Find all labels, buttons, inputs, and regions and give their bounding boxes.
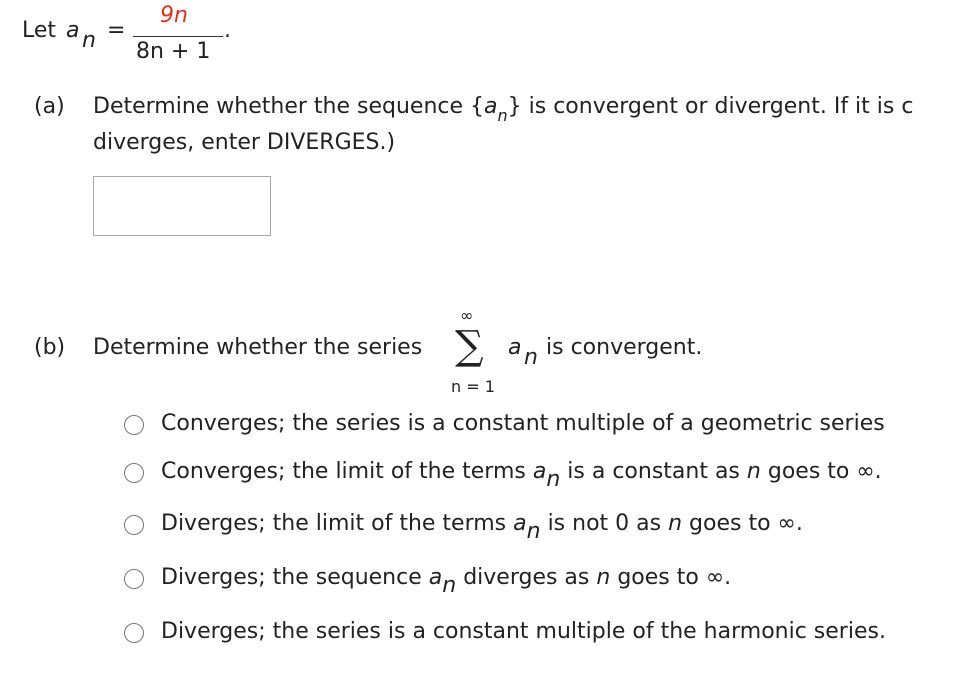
radio-button[interactable] — [124, 515, 144, 535]
series-term-var: a — [508, 335, 522, 360]
part-a-question-line2: diverges, enter DIVERGES.) — [93, 130, 396, 155]
intro-period: . — [224, 18, 231, 43]
fraction-numerator: 9n — [160, 3, 188, 28]
sum-upper-limit: ∞ — [460, 306, 474, 325]
option-label: Diverges; the limit of the terms an is not 0 as n goes to ∞. — [161, 511, 803, 544]
sigma-icon: ∑ — [455, 323, 484, 369]
radio-button[interactable] — [124, 463, 144, 483]
fraction-denominator: 8n + 1 — [136, 39, 211, 64]
option-label: Converges; the limit of the terms an is a constant as n goes to ∞. — [161, 459, 882, 492]
fraction-bar — [133, 36, 223, 37]
radio-button[interactable] — [124, 415, 144, 435]
option-label: Diverges; the series is a constant multiple of the harmonic series. — [161, 619, 886, 644]
option-label: Diverges; the sequence an diverges as n goes to ∞. — [161, 565, 732, 598]
radio-button[interactable] — [124, 569, 144, 589]
radio-button[interactable] — [124, 623, 144, 643]
part-a-answer-input[interactable] — [93, 176, 271, 236]
intro-var: a — [66, 18, 80, 43]
option-label: Converges; the series is a constant multiple of a geometric series — [161, 411, 885, 436]
sum-lower-limit: n = 1 — [451, 377, 495, 396]
intro-prefix: Let — [22, 18, 57, 43]
part-b-question-text: Determine whether the series — [93, 335, 423, 360]
intro-sub: n — [82, 28, 96, 53]
part-a-label: (a) — [34, 94, 65, 119]
part-b-label: (b) — [34, 335, 66, 360]
part-a-question-line1: Determine whether the sequence $\{a_n\}$ is convergent or divergent. If it is c — [93, 94, 914, 125]
part-b-question-end: is convergent. — [546, 335, 703, 360]
intro-equals: = — [107, 18, 126, 43]
series-term-sub: n — [524, 345, 538, 370]
